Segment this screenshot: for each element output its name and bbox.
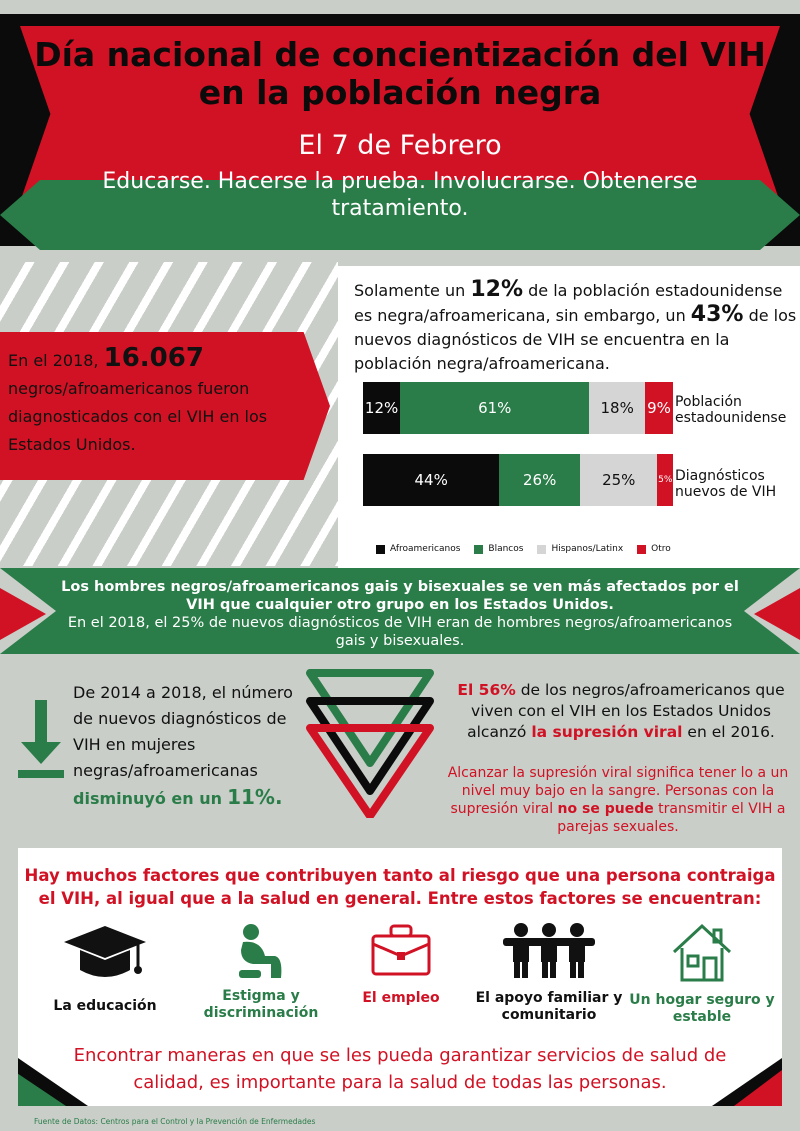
factor-stigma xyxy=(186,922,336,1022)
family-icon xyxy=(501,922,597,978)
legend-label: Otro xyxy=(651,544,671,554)
population-text-a: Solamente un xyxy=(354,281,466,300)
bar-segment-otro xyxy=(645,382,673,434)
suppression-text-a: de los negros/afroamericanos que viven con el VIH en los Estados Unidos alcanzó xyxy=(467,681,785,741)
bar-segment-afroamericanos xyxy=(363,382,400,434)
diagnoses-text xyxy=(8,344,308,459)
women-pct: 11%. xyxy=(227,785,283,809)
women-bold: disminuyó en un xyxy=(73,789,222,808)
factor-education xyxy=(30,922,180,1015)
bar-segment-blancos xyxy=(400,382,589,434)
bar-value-label: 26% xyxy=(523,471,557,489)
population-text-b: de la población estadounidense es negra/afroamericana, sin embargo, un xyxy=(354,281,783,325)
population-text-c: de los nuevos diagnósticos de VIH se encuentra en la población negra/afroamericana. xyxy=(354,306,797,373)
bar-label-poblacion: Población estadounidense xyxy=(675,394,787,426)
population-pct-b: 43% xyxy=(690,302,744,327)
closing-statement: Encontrar maneras en que se les pueda garantizar servicios de salud de calidad, es importante para la salud de todas las personas. xyxy=(73,1045,727,1093)
bar-segment-hispanoslatinx xyxy=(580,454,658,506)
women-text-body: De 2014 a 2018, el número de nuevos diagnósticos de VIH en mujeres negras/afroamericanas xyxy=(73,683,293,780)
legend-swatch xyxy=(537,545,546,554)
bar-label-diagnosticos: Diagnósticos nuevos de VIH xyxy=(675,468,777,500)
bar-segment-blancos xyxy=(499,454,580,506)
bar-diagnosticos xyxy=(363,454,673,506)
bar-value-label: 44% xyxy=(414,471,448,489)
population-pct-a: 12% xyxy=(470,277,524,302)
suppression-text xyxy=(448,680,794,743)
bar-value-label: 5% xyxy=(658,475,673,485)
legend-swatch xyxy=(376,545,385,554)
chart-legend xyxy=(376,544,671,554)
house-icon xyxy=(670,922,734,984)
suppression-note-b: transmitir el VIH a parejas sexuales. xyxy=(557,801,786,835)
suppression-text-b: en el 2016. xyxy=(687,723,775,741)
men-text xyxy=(60,578,740,650)
factor-label-employment: El empleo xyxy=(362,990,440,1006)
bar-segment-otro xyxy=(657,454,673,506)
nested-triangles-icon xyxy=(305,668,435,818)
bar-value-label: 25% xyxy=(602,471,636,489)
factor-home xyxy=(627,922,777,1026)
bar-poblacion xyxy=(363,382,673,434)
men-normal-text: En el 2018, el 25% de nuevos diagnósticos de VIH eran de hombres negros/afroamericanos gais y bisexuales. xyxy=(67,615,733,649)
men-bold-text: Los hombres negros/afroamericanos gais y bisexuales se ven más afectados por el VIH que cualquier otro grupo en los Estados Unidos. xyxy=(61,579,739,613)
population-text xyxy=(354,278,798,376)
legend-swatch xyxy=(474,545,483,554)
page-title: Día nacional de concientización del VIH en la población negra xyxy=(34,35,766,112)
legend-label: Afroamericanos xyxy=(390,544,461,554)
bar-value-label: 18% xyxy=(600,399,634,417)
slogan: Educarse. Hacerse la prueba. Involucrarse. Obtenerse tratamiento. xyxy=(102,169,698,221)
briefcase-icon xyxy=(370,922,432,978)
bar-value-label: 12% xyxy=(364,399,399,417)
legend-swatch xyxy=(637,545,646,554)
factor-label-stigma: Estigma y discriminación xyxy=(203,988,319,1021)
graduation-cap-icon xyxy=(62,922,148,988)
diagnoses-number: 16.067 xyxy=(103,343,204,373)
factor-label-education: La educación xyxy=(53,998,157,1014)
legend-label: Blancos xyxy=(488,544,524,554)
down-arrow-icon xyxy=(18,700,64,782)
legend-item xyxy=(637,544,671,554)
bar-value-label: 9% xyxy=(647,399,671,417)
factor-employment xyxy=(326,922,476,1007)
bar-value-label: 61% xyxy=(478,399,512,417)
suppression-note xyxy=(440,764,796,836)
bar-segment-hispanoslatinx xyxy=(589,382,645,434)
factor-label-family: El apoyo familiar y comunitario xyxy=(475,990,623,1023)
event-date: El 7 de Febrero xyxy=(298,130,502,161)
diagnoses-prefix: En el 2018, xyxy=(8,351,99,370)
bar-segment-afroamericanos xyxy=(363,454,499,506)
legend-item xyxy=(376,544,460,554)
factor-label-home: Un hogar seguro y estable xyxy=(629,992,775,1025)
factors-title: Hay muchos factores que contribuyen tanto al riesgo que una persona contraiga el VIH, al igual que a la salud en general. Entre estos factores se encuentran: xyxy=(24,866,776,908)
suppression-note-a: Alcanzar la supresión viral significa tener lo a un nivel muy bajo en la sangre. Personas con la supresión viral xyxy=(447,765,789,817)
sitting-person-icon xyxy=(231,922,291,982)
suppression-pct: El 56% xyxy=(457,681,516,699)
legend-item xyxy=(474,544,523,554)
women-text xyxy=(73,680,313,812)
diagnoses-suffix: negros/afroamericanos fueron diagnosticados con el VIH en los Estados Unidos. xyxy=(8,379,268,454)
source-note: Fuente de Datos: Centros para el Control y la Prevención de Enfermedades xyxy=(34,1117,316,1126)
legend-label: Hispanos/Latinx xyxy=(551,544,624,554)
suppression-note-bold: no se puede xyxy=(557,801,654,817)
factor-family xyxy=(474,922,624,1024)
suppression-bold: la supresión viral xyxy=(531,723,683,741)
legend-item xyxy=(537,544,623,554)
